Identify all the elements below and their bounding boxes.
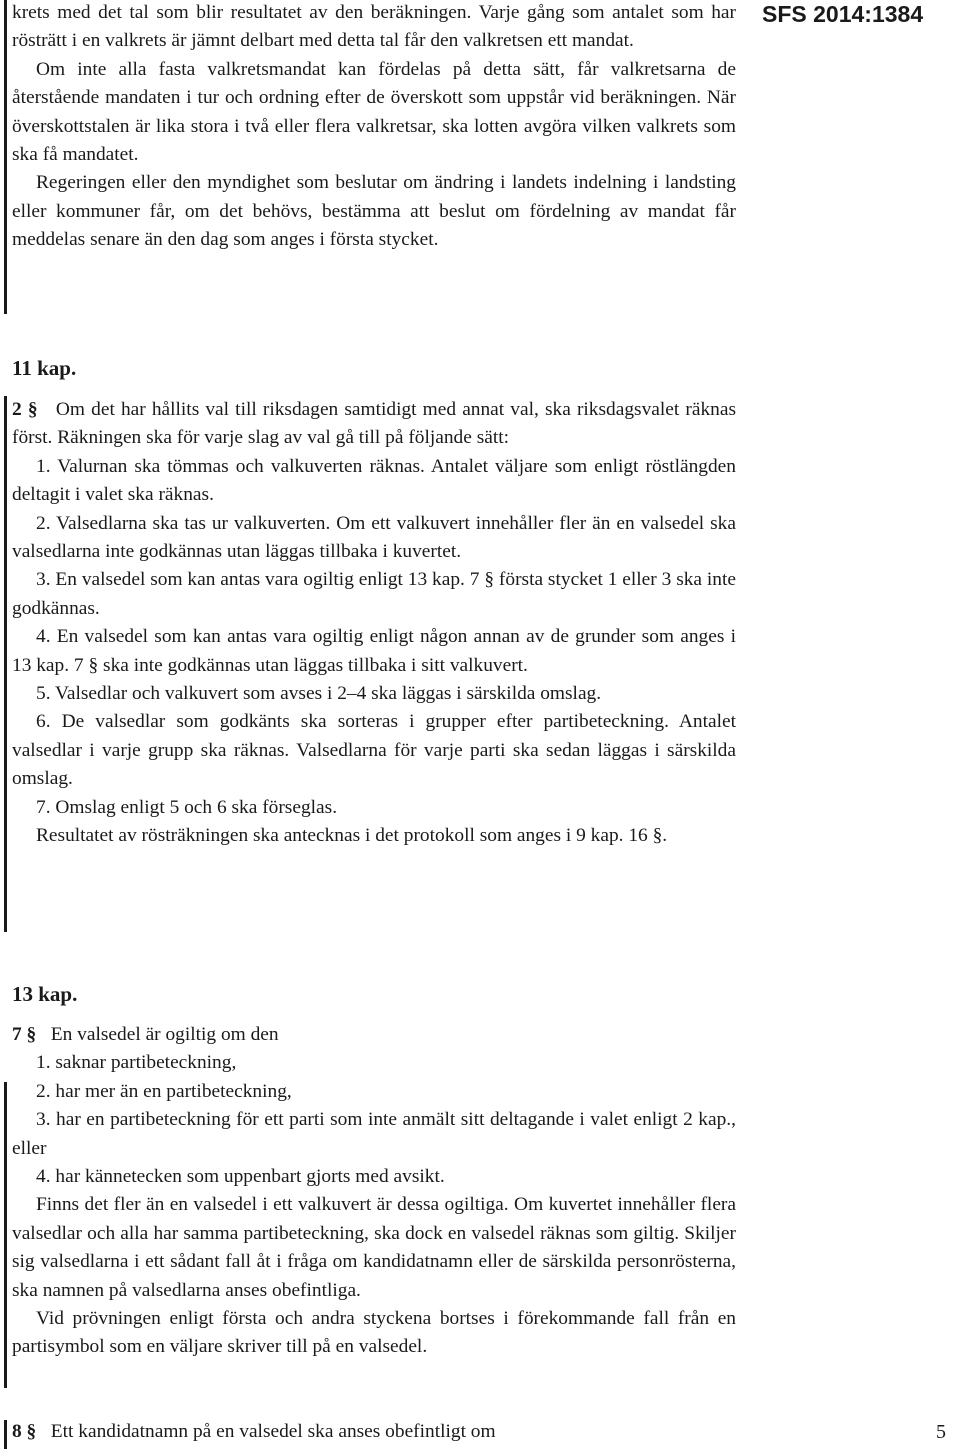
list-item: 3. har en partibeteckning för ett parti som inte anmält sitt deltagande i valet enligt 2 kap., eller <box>12 1109 736 1159</box>
paragraph: Vid prövningen enligt första och andra styckena bortses i förekommande fall från en partisymbol som en väljare skriver till på en valsedel. <box>12 1308 736 1358</box>
top-section <box>12 0 736 255</box>
chapter-13-body <box>12 1021 736 1362</box>
chapter-heading: 11 kap. <box>12 356 77 380</box>
section-number: 8 § <box>12 1421 37 1442</box>
section-number: 7 § <box>12 1024 37 1045</box>
change-bar-sec8 <box>4 1420 7 1449</box>
list-item: 2. Valsedlarna ska tas ur valkuverten. Om ett valkuvert innehåller fler än en valsedel ska valsedlarna inte godkännas utan läggas tillbaka i kuvertet. <box>12 512 736 563</box>
section-first-paragraph <box>12 1418 736 1446</box>
chapter-11-body <box>12 396 736 851</box>
section-text: Om det har hållits val till riksdagen samtidigt med annat val, ska riksdagsvalet räknas först. Räkningen ska för varje slag av val gå till på följande sätt: <box>12 399 736 449</box>
list-item: 5. Valsedlar och valkuvert som avses i 2–4 ska läggas i särskilda omslag. <box>36 683 602 705</box>
list-item: 1. Valurnan ska tömmas och valkuverten räknas. Antalet väljare som enligt röstlängden deltagit i valet ska räknas. <box>12 455 736 506</box>
change-bar-ch13 <box>4 1082 7 1388</box>
chapter-heading: 13 kap. <box>12 982 78 1006</box>
list-item: 7. Omslag enligt 5 och 6 ska förseglas. <box>36 796 338 818</box>
section-8 <box>12 1418 736 1446</box>
page-number: 5 <box>936 1421 946 1443</box>
paragraph: Finns det fler än en valsedel i ett valkuvert är dessa ogiltiga. Om kuvertet innehåller flera valsedlar och alla har samma partibeteckning, ska dock en valsedel räknas som giltig. Skiljer sig valsedlarna i ett sådant fall åt i fråga om kandidatnamn eller de särskilda personrösterna, ska namnen på valsedlarna anses obefintliga. <box>12 1194 736 1301</box>
change-bar-ch11 <box>4 396 7 932</box>
list-item: 4. En valsedel som kan antas vara ogiltig enligt någon annan av de grunder som anges i 13 kap. 7 § ska inte godkännas utan läggas tillbaka i sitt valkuvert. <box>12 626 736 676</box>
section-text: Ett kandidatnamn på en valsedel ska anses obefintligt om <box>50 1421 496 1442</box>
paragraph: krets med det tal som blir resultatet av den beräkningen. Varje gång som antalet som har rösträtt i en valkrets är jämnt delbart med detta tal får den valkretsen ett mandat. <box>12 2 736 52</box>
section-text: En valsedel är ogiltig om den <box>50 1024 279 1045</box>
list-item: 6. De valsedlar som godkänts ska sorteras i grupper efter partibeteckning. Antalet valsedlar i varje grupp ska räknas. Valsedlarna för varje parti ska sedan läggas i särskilda omslag. <box>12 711 736 790</box>
change-bar-top <box>4 0 7 314</box>
paragraph: Om inte alla fasta valkretsmandat kan fördelas på detta sätt, får valkretsarna de återstående mandaten i tur och ordning efter de överskott som uppstår vid beräkningen. När överskottstalen är lika stora i två eller flera valkretsar, ska lotten avgöra vilken valkrets som ska få mandatet. <box>12 58 736 166</box>
section-first-paragraph <box>12 1021 736 1049</box>
list-item: 3. En valsedel som kan antas vara ogiltig enligt 13 kap. 7 § första stycket 1 eller 3 ska inte godkännas. <box>12 569 736 619</box>
closing-paragraph: Resultatet av rösträkningen ska antecknas i det protokoll som anges i 9 kap. 16 §. <box>36 825 668 847</box>
list-item: 2. har mer än en partibeteckning, <box>36 1080 292 1102</box>
list-item: 4. har kännetecken som uppenbart gjorts med avsikt. <box>36 1166 445 1188</box>
section-number: 2 § <box>12 399 38 420</box>
section-first-paragraph <box>12 396 736 453</box>
paragraph: Regeringen eller den myndighet som beslutar om ändring i landets indelning i landsting eller kommuner får, om det behövs, bestämma att beslut om fördelning av mandat får meddelas senare än den dag som anges i första stycket. <box>12 172 736 251</box>
list-item: 1. saknar partibeteckning, <box>36 1052 237 1074</box>
sfs-label: SFS 2014:1384 <box>762 1 924 27</box>
